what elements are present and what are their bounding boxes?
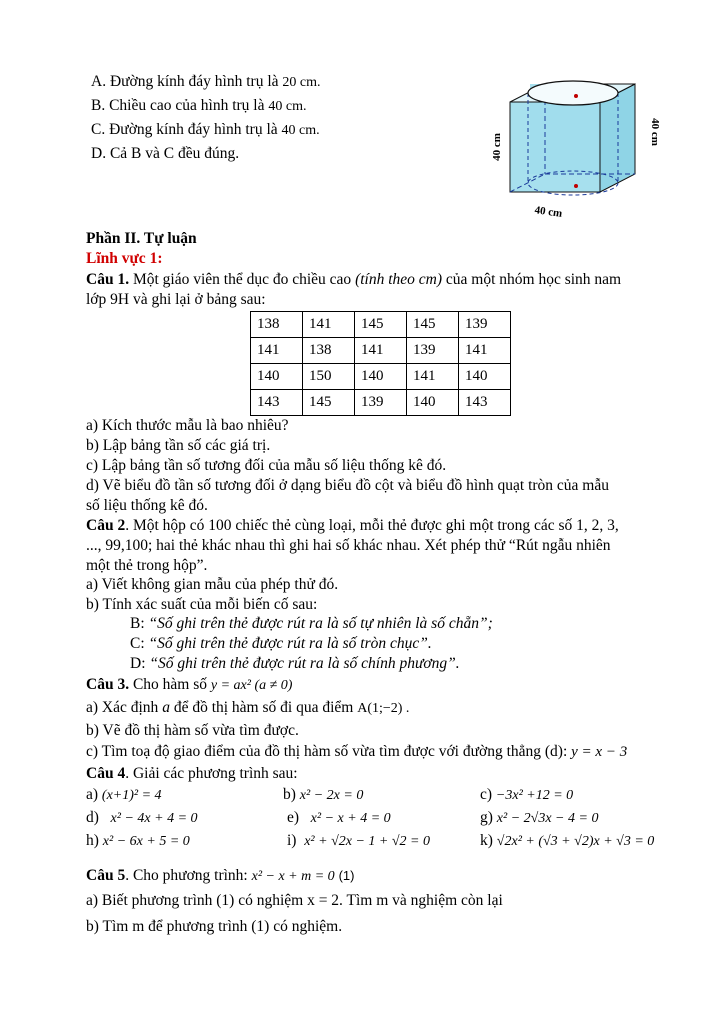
table-cell: 140 — [459, 364, 511, 390]
q1-line1 — [86, 270, 621, 289]
q3-text: Cho hàm số — [129, 676, 211, 693]
option-text: Đường kính đáy hình trụ là — [109, 121, 278, 138]
table-row — [251, 390, 511, 416]
option-value: 40 cm. — [268, 99, 307, 114]
q4-line1 — [86, 764, 298, 783]
q1-line2: lớp 9H và ghi lại ở bảng sau: — [86, 291, 266, 308]
equation: x² − x + 4 = 0 — [310, 811, 391, 826]
eq-key: d) — [86, 809, 99, 826]
q3-point: A(1;−2) . — [357, 701, 410, 716]
table-row — [251, 364, 511, 390]
option-text: Cả B và C đều đúng. — [109, 145, 240, 162]
table-cell: 139 — [407, 338, 459, 364]
q1-text: của một nhóm học sinh nam — [442, 271, 622, 288]
q4-eq-b — [283, 785, 363, 805]
option-letter: C. — [91, 121, 106, 138]
q4-eq-d — [86, 808, 198, 828]
q5-tag: (1) — [338, 868, 355, 883]
q1-label: Câu 1. — [86, 271, 130, 288]
table-row — [251, 338, 511, 364]
option-letter: B. — [91, 97, 106, 114]
equation: x² − 4x + 4 = 0 — [110, 811, 198, 826]
q2-line3: một thẻ trong hộp”. — [86, 557, 208, 574]
option-d — [91, 144, 239, 163]
eq-key: b) — [283, 786, 296, 803]
table-cell: 141 — [355, 338, 407, 364]
table-cell: 138 — [303, 338, 355, 364]
equation: √2x² + (√3 + √2)x + √3 = 0 — [496, 834, 655, 849]
cylinder-top-ellipse — [528, 81, 618, 105]
table-cell: 141 — [251, 338, 303, 364]
table-cell: 150 — [303, 364, 355, 390]
table-cell: 140 — [251, 364, 303, 390]
option-text: Đường kính đáy hình trụ là — [109, 73, 279, 90]
q5-label: Câu 5 — [86, 867, 126, 884]
option-value: 20 cm. — [282, 75, 321, 90]
q3-text: a) Xác định — [86, 699, 163, 716]
q4-eq-g — [480, 808, 598, 828]
table-cell: 141 — [303, 312, 355, 338]
q2-label: Câu 2 — [86, 517, 126, 534]
q4-eq-e — [287, 808, 391, 828]
part-title: Phần II. Tự luận — [86, 230, 197, 247]
height-label-left: 40 cm — [491, 133, 503, 161]
option-value: 40 cm. — [281, 123, 320, 138]
height-data-table — [250, 311, 511, 416]
equation: x² − 6x + 5 = 0 — [102, 834, 190, 849]
q5-text: . Cho phương trình: — [125, 867, 252, 884]
event-key: B: — [130, 615, 149, 632]
q4-text: . Giải các phương trình sau: — [125, 765, 298, 782]
q4-eq-c — [480, 785, 573, 805]
q3-line-eq: y = x − 3 — [571, 744, 628, 760]
event-key: C: — [130, 635, 149, 652]
table-cell: 143 — [251, 390, 303, 416]
q3-part-b: b) Vẽ đồ thị hàm số vừa tìm được. — [86, 722, 299, 739]
top-center-dot — [574, 94, 578, 98]
table-cell: 143 — [459, 390, 511, 416]
q2-event-d — [130, 654, 460, 673]
option-c — [91, 120, 320, 140]
equation: −3x² +12 = 0 — [495, 788, 574, 803]
q1-part-b: b) Lập bảng tần số các giá trị. — [86, 437, 271, 454]
eq-key: k) — [480, 832, 493, 849]
q2-text: . Một hộp có 100 chiếc thẻ cùng loại, mỗi thẻ được ghi một trong các số 1, 2, 3, — [125, 517, 619, 534]
eq-key: h) — [86, 832, 99, 849]
cylinder-in-prism-figure — [490, 72, 670, 227]
equation: x² − 2√3x − 4 = 0 — [496, 811, 599, 826]
option-letter: D. — [91, 145, 107, 162]
eq-key: g) — [480, 809, 493, 826]
q2-part-b: b) Tính xác suất của mỗi biến cố sau: — [86, 596, 318, 613]
equation: x² − 2x = 0 — [299, 788, 364, 803]
table-cell: 145 — [355, 312, 407, 338]
q3-text: c) Tìm toạ độ giao điểm của đồ thị hàm số vừa tìm được với đường thẳng (d): — [86, 743, 572, 760]
prism-front-face — [510, 102, 600, 192]
q1-part-a: a) Kích thước mẫu là bao nhiêu? — [86, 417, 289, 434]
q3-var: a — [162, 699, 170, 716]
option-letter: A. — [91, 73, 107, 90]
q3-text: để đồ thị hàm số đi qua điểm — [169, 699, 358, 716]
q5-part-b: b) Tìm m để phương trình (1) có nghiệm. — [86, 918, 343, 935]
table-cell: 145 — [303, 390, 355, 416]
q2-event-b — [130, 614, 493, 633]
q4-label: Câu 4 — [86, 765, 126, 782]
table-cell: 141 — [407, 364, 459, 390]
q4-eq-a — [86, 785, 162, 805]
event-key: D: — [130, 655, 150, 672]
event-text: “Số ghi trên thẻ được rút ra là số chính phương”. — [149, 655, 460, 672]
base-label: 40 cm — [533, 204, 564, 220]
event-text: “Số ghi trên thẻ được rút ra là số tròn chục”. — [148, 635, 432, 652]
equation: (x+1)² = 4 — [101, 788, 162, 803]
table-cell: 139 — [355, 390, 407, 416]
q3-label: Câu 3. — [86, 676, 130, 693]
event-text: “Số ghi trên thẻ được rút ra là số tự nhiên là số chẵn”; — [148, 615, 493, 632]
q3-part-a — [86, 698, 409, 718]
table-cell: 140 — [407, 390, 459, 416]
q1-part-c: c) Lập bảng tần số tương đối của mẫu số liệu thống kê đó. — [86, 457, 447, 474]
q2-line1 — [86, 516, 619, 535]
q2-line2: ..., 99,100; hai thẻ khác nhau thì ghi hai số khác nhau. Xét phép thử “Rút ngẫu nhiên — [86, 537, 611, 554]
table-row — [251, 312, 511, 338]
eq-key: e) — [287, 809, 300, 826]
q4-eq-i — [287, 831, 430, 851]
table-cell: 141 — [459, 338, 511, 364]
q4-eq-h — [86, 831, 190, 851]
q3-part-c — [86, 742, 627, 762]
q3-function: y = ax² (a ≠ 0) — [210, 678, 293, 693]
height-label-right: 40 cm — [649, 118, 661, 146]
table-cell: 138 — [251, 312, 303, 338]
q2-part-a: a) Viết không gian mẫu của phép thử đó. — [86, 576, 339, 593]
q4-eq-k — [480, 831, 654, 851]
q1-part-d: d) Vẽ biểu đồ tần số tương đối ở dạng biểu đồ cột và biểu đồ hình quạt tròn của mẫu — [86, 477, 609, 494]
q2-event-c — [130, 634, 432, 653]
field-title: Lĩnh vực 1: — [86, 250, 163, 267]
equation: x² + √2x − 1 + √2 = 0 — [304, 834, 430, 849]
table-cell: 140 — [355, 364, 407, 390]
q5-equation: x² − x + m = 0 — [251, 869, 335, 884]
option-a — [91, 72, 321, 92]
eq-key: a) — [86, 786, 99, 803]
eq-key: i) — [287, 832, 297, 849]
q1-text: Một giáo viên thể dục đo chiều cao — [129, 271, 356, 288]
option-b — [91, 96, 306, 116]
q3-line1 — [86, 675, 292, 695]
table-cell: 139 — [459, 312, 511, 338]
table-cell: 145 — [407, 312, 459, 338]
q1-part-d-cont: số liệu thống kê đó. — [86, 497, 208, 514]
option-text: Chiều cao của hình trụ là — [109, 97, 265, 114]
q5-line1 — [86, 866, 354, 886]
q1-text-italic: (tính theo cm) — [355, 271, 443, 288]
bottom-center-dot — [574, 184, 578, 188]
q5-part-a: a) Biết phương trình (1) có nghiệm x = 2. Tìm m và nghiệm còn lại — [86, 892, 503, 909]
eq-key: c) — [480, 786, 493, 803]
